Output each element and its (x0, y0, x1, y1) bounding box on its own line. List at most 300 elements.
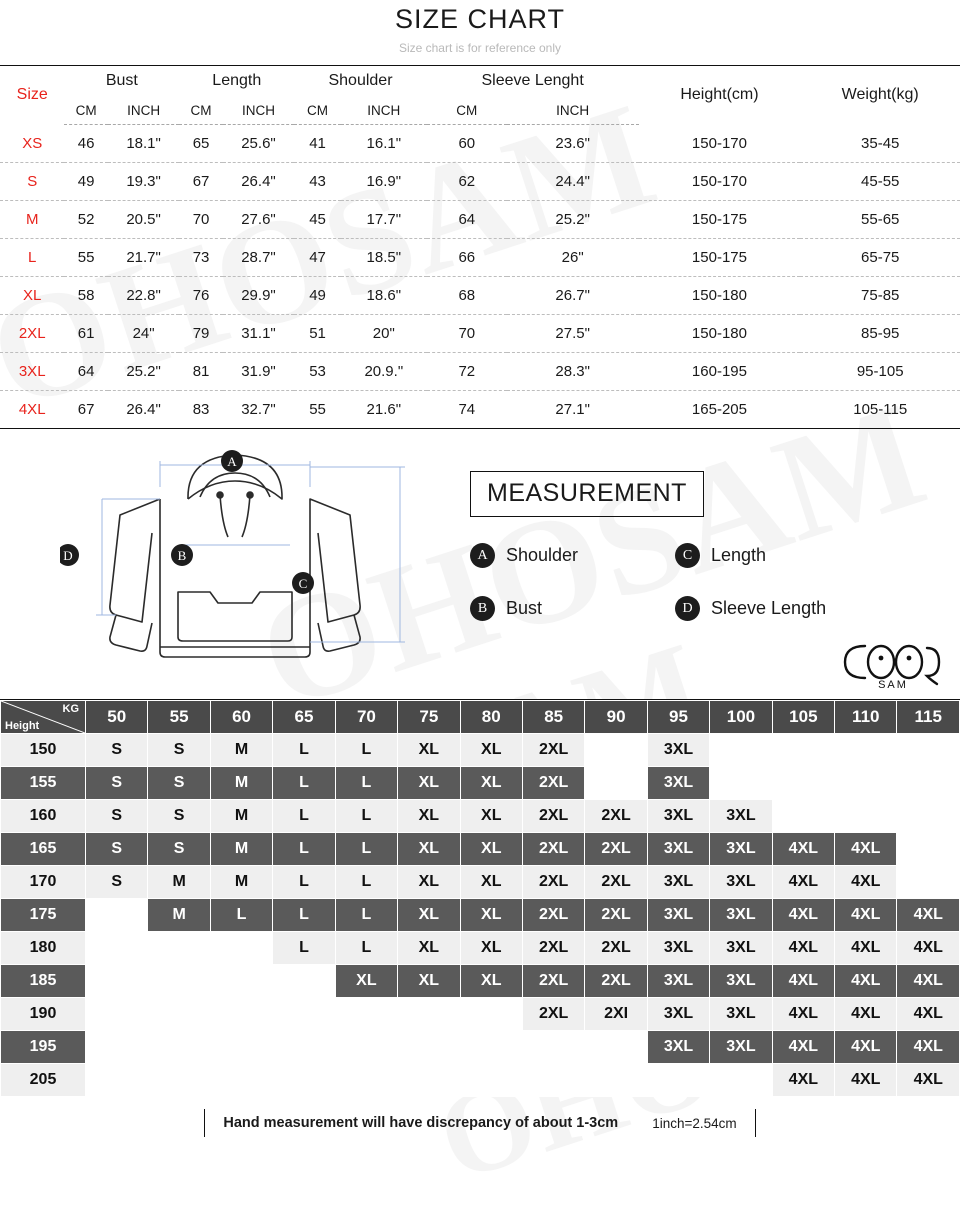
hw-cell: XL (460, 734, 522, 767)
hw-cell: 4XL (772, 1064, 834, 1097)
hw-cell: 3XL (710, 1031, 772, 1064)
hw-cell: XL (398, 767, 460, 800)
hw-row (1, 1064, 960, 1097)
table-cell: 67 (77, 401, 95, 418)
hw-cell (585, 1064, 647, 1097)
hw-weight-header: 55 (148, 701, 210, 734)
hw-cell: 4XL (835, 1031, 897, 1064)
measurement-section (0, 429, 960, 700)
table-cell: 72 (427, 353, 507, 391)
hw-cell: 2XL (522, 767, 584, 800)
hw-cell (710, 1064, 772, 1097)
table-cell: 76 (179, 277, 222, 315)
table-cell: 45-55 (800, 163, 960, 201)
unit-cm: CM (427, 96, 507, 125)
table-cell: 23.6" (507, 125, 639, 163)
table-cell: 64 (427, 201, 507, 239)
page-subtitle: Size chart is for reference only (398, 41, 562, 55)
table-cell: 24.4" (507, 163, 639, 201)
table-cell: 18.6" (341, 277, 427, 315)
legend-item-length (675, 543, 880, 568)
column-header-size: Size (16, 86, 48, 104)
hw-row (1, 965, 960, 998)
hw-cell: 2XL (522, 932, 584, 965)
hw-cell (148, 965, 210, 998)
table-row (0, 239, 960, 277)
hw-cell (647, 1064, 709, 1097)
table-cell: 21.6" (366, 401, 402, 418)
hw-cell: XL (398, 800, 460, 833)
table-cell: 20.5" (108, 201, 179, 239)
hw-cell: 4XL (772, 965, 834, 998)
table-cell: 29.9" (223, 277, 294, 315)
hw-cell: M (148, 899, 210, 932)
hw-cell: M (210, 800, 272, 833)
unit-inch: INCH (507, 96, 639, 125)
table-cell: 150-180 (639, 277, 801, 315)
hw-cell: M (210, 734, 272, 767)
table-cell: 51 (294, 315, 341, 353)
hw-cell (835, 734, 897, 767)
table-cell: 60 (427, 125, 507, 163)
hw-cell (210, 1064, 272, 1097)
hw-cell (897, 833, 960, 866)
hw-cell: 3XL (710, 800, 772, 833)
legend-label: Length (711, 545, 767, 565)
hw-cell (460, 998, 522, 1031)
legend-label: Sleeve Length (711, 598, 827, 618)
hw-cell: 3XL (647, 965, 709, 998)
hw-cell: L (273, 800, 335, 833)
legend-item-sleeve-length (675, 596, 880, 621)
table-cell: 105-115 (853, 401, 908, 418)
size-label-cell: M (0, 201, 64, 239)
table-cell: 95-105 (800, 353, 960, 391)
hw-weight-header: 75 (398, 701, 460, 734)
hw-cell (86, 1031, 148, 1064)
hw-cell (398, 998, 460, 1031)
hw-weight-header: 70 (335, 701, 397, 734)
hw-table-body (1, 734, 960, 1097)
hw-cell: L (335, 833, 397, 866)
hw-cell (86, 998, 148, 1031)
hw-cell: XL (398, 965, 460, 998)
measurement-panel (470, 471, 940, 649)
hw-cell: XL (398, 932, 460, 965)
hw-weight-header: 110 (835, 701, 897, 734)
table-row (0, 315, 960, 353)
hw-cell (897, 800, 960, 833)
table-cell: 74 (458, 401, 476, 418)
hw-weight-header: 80 (460, 701, 522, 734)
table-cell: 35-45 (800, 125, 960, 163)
hw-cell (335, 1031, 397, 1064)
hw-row (1, 932, 960, 965)
hw-cell: 2XL (522, 998, 584, 1031)
hw-cell (273, 1031, 335, 1064)
hw-cell: S (86, 767, 148, 800)
size-label-cell: L (0, 239, 64, 277)
table-cell: 43 (294, 163, 341, 201)
hw-cell: 4XL (897, 998, 960, 1031)
hw-cell: 3XL (647, 899, 709, 932)
size-label-cell: XL (0, 277, 64, 315)
table-cell: 65 (179, 125, 222, 163)
table-cell: 19.3" (108, 163, 179, 201)
hw-header-row (1, 701, 960, 734)
hw-height-header: 160 (1, 800, 86, 833)
hw-cell: L (335, 899, 397, 932)
legend-label: Bust (506, 598, 543, 618)
hw-cell (335, 1064, 397, 1097)
column-header-length: Length (212, 72, 262, 89)
table-cell: 27.6" (223, 201, 294, 239)
table-cell: 55 (309, 401, 326, 418)
hw-cell (772, 734, 834, 767)
hw-cell (86, 899, 148, 932)
table-cell: 26.4" (126, 401, 161, 418)
hw-cell: L (273, 932, 335, 965)
size-label-cell: 3XL (0, 353, 64, 391)
hw-cell: 2XL (585, 932, 647, 965)
hw-cell: 4XL (897, 899, 960, 932)
hw-cell: XL (398, 833, 460, 866)
measurement-title: MEASUREMENT (470, 471, 704, 517)
hw-cell (335, 998, 397, 1031)
hw-cell: L (335, 866, 397, 899)
hoodie-diagram (60, 437, 450, 697)
footer (0, 1109, 960, 1137)
table-cell: 16.1" (341, 125, 427, 163)
hw-weight-header: 100 (710, 701, 772, 734)
table-cell: 55-65 (800, 201, 960, 239)
hw-cell: 4XL (772, 998, 834, 1031)
table-cell: 66 (427, 239, 507, 277)
table-cell: 32.7" (241, 401, 276, 418)
table-cell: 26.7" (507, 277, 639, 315)
hw-row (1, 767, 960, 800)
hw-height-header: 205 (1, 1064, 86, 1097)
table-cell: 67 (179, 163, 222, 201)
table-row (0, 163, 960, 201)
table-cell: 20.9." (341, 353, 427, 391)
hw-cell: 4XL (772, 833, 834, 866)
hw-cell: 3XL (710, 899, 772, 932)
hw-cell (273, 1064, 335, 1097)
table-cell: 58 (64, 277, 107, 315)
hw-cell: 2XI (585, 998, 647, 1031)
hw-cell (585, 767, 647, 800)
hw-height-header: 150 (1, 734, 86, 767)
hw-cell: 2XL (585, 800, 647, 833)
hw-cell: XL (398, 899, 460, 932)
hw-weight-header: 95 (647, 701, 709, 734)
size-label-cell: S (0, 163, 64, 201)
hw-cell (398, 1064, 460, 1097)
hw-cell: XL (398, 734, 460, 767)
size-label-cell: XS (0, 125, 64, 163)
table-cell: 150-175 (639, 239, 801, 277)
hw-cell: 4XL (835, 833, 897, 866)
hw-cell (585, 1031, 647, 1064)
table-cell: 160-195 (639, 353, 801, 391)
hw-cell (210, 932, 272, 965)
hw-height-header: 180 (1, 932, 86, 965)
hw-cell: 2XL (585, 899, 647, 932)
hw-cell: 4XL (897, 1031, 960, 1064)
legend-label: Shoulder (506, 545, 579, 565)
hw-cell: 2XL (522, 800, 584, 833)
size-label-cell: 2XL (0, 315, 64, 353)
table-cell: 26" (507, 239, 639, 277)
hw-cell: L (335, 800, 397, 833)
hw-cell: XL (460, 800, 522, 833)
column-header-bust: Bust (105, 72, 138, 89)
table-cell: 31.9" (223, 353, 294, 391)
hw-cell: S (86, 800, 148, 833)
hw-cell: 4XL (772, 1031, 834, 1064)
hw-cell: XL (460, 899, 522, 932)
hw-row (1, 899, 960, 932)
table-cell: 25.2" (507, 201, 639, 239)
table-cell: 150-170 (639, 125, 801, 163)
hw-cell: XL (460, 965, 522, 998)
hw-height-header: 165 (1, 833, 86, 866)
table-cell: 70 (427, 315, 507, 353)
svg-text:D: D (63, 548, 73, 563)
hw-row (1, 800, 960, 833)
table-cell: 85-95 (800, 315, 960, 353)
hw-cell: L (335, 932, 397, 965)
hw-row (1, 866, 960, 899)
hw-cell (897, 866, 960, 899)
hw-weight-header: 105 (772, 701, 834, 734)
hw-cell: 3XL (710, 965, 772, 998)
hw-cell (460, 1064, 522, 1097)
hw-cell (86, 965, 148, 998)
hw-cell: S (86, 734, 148, 767)
table-cell: 75-85 (800, 277, 960, 315)
hw-cell (86, 932, 148, 965)
footer-conversion: 1inch=2.54cm (652, 1115, 737, 1131)
hw-cell (460, 1031, 522, 1064)
column-header-shoulder: Shoulder (328, 72, 393, 89)
table-cell: 49 (64, 163, 107, 201)
table-row (0, 277, 960, 315)
hw-cell: L (210, 899, 272, 932)
footer-note: Hand measurement will have discrepancy of about 1-3cm (223, 1115, 619, 1131)
hw-cell: XL (398, 866, 460, 899)
table-cell: 62 (427, 163, 507, 201)
table-cell: 22.8" (108, 277, 179, 315)
hw-cell: 3XL (647, 932, 709, 965)
badge-c-icon: C (675, 543, 700, 568)
hw-cell (522, 1064, 584, 1097)
hw-cell: 4XL (897, 932, 960, 965)
hw-cell (210, 1031, 272, 1064)
table-cell: 16.9" (341, 163, 427, 201)
hw-cell: S (86, 866, 148, 899)
hw-cell: 3XL (710, 998, 772, 1031)
hw-cell: M (210, 866, 272, 899)
hw-cell: 2XL (522, 734, 584, 767)
hw-cell: M (148, 866, 210, 899)
hw-cell (148, 1031, 210, 1064)
hw-cell (522, 1031, 584, 1064)
table-cell: 150-170 (639, 163, 801, 201)
hw-cell: 4XL (897, 1064, 960, 1097)
column-header-weight: Weight(kg) (841, 86, 919, 104)
hw-cell: 3XL (647, 767, 709, 800)
hw-cell (273, 965, 335, 998)
hw-cell: 3XL (647, 800, 709, 833)
table-cell: 150-175 (639, 201, 801, 239)
table-cell: 26.4" (223, 163, 294, 201)
unit-cm: CM (294, 96, 341, 125)
hw-cell: S (148, 734, 210, 767)
hw-cell: S (148, 833, 210, 866)
hw-cell: L (335, 767, 397, 800)
hw-row (1, 1031, 960, 1064)
table-cell: 53 (294, 353, 341, 391)
hw-weight-axis-label: KG (62, 703, 79, 715)
unit-cm: CM (64, 96, 107, 125)
table-cell: 65-75 (800, 239, 960, 277)
badge-a-icon: A (470, 543, 495, 568)
table-cell: 49 (294, 277, 341, 315)
hw-cell (710, 767, 772, 800)
table-cell: 52 (64, 201, 107, 239)
hw-corner-cell (1, 701, 86, 734)
hw-cell (148, 998, 210, 1031)
hw-cell: 2XL (522, 965, 584, 998)
unit-inch: INCH (341, 96, 427, 125)
unit-inch: INCH (223, 96, 294, 125)
svg-text:C: C (298, 576, 308, 591)
hw-row (1, 734, 960, 767)
table-cell: 41 (294, 125, 341, 163)
table-cell: 73 (179, 239, 222, 277)
size-table-body (0, 125, 960, 429)
hw-cell: M (210, 833, 272, 866)
table-cell: 165-205 (691, 401, 747, 418)
hw-cell (273, 998, 335, 1031)
hw-cell: S (148, 767, 210, 800)
hw-cell: 4XL (772, 866, 834, 899)
table-cell: 70 (179, 201, 222, 239)
table-cell: 17.7" (341, 201, 427, 239)
hw-cell: S (86, 833, 148, 866)
hw-weight-header: 65 (273, 701, 335, 734)
page-title: SIZE CHART (394, 4, 566, 34)
hw-cell (148, 932, 210, 965)
hw-cell: L (273, 866, 335, 899)
table-cell: 27.1" (555, 401, 590, 418)
hw-height-header: 170 (1, 866, 86, 899)
hw-cell (897, 767, 960, 800)
hw-cell: L (273, 767, 335, 800)
hw-cell (772, 767, 834, 800)
table-row (0, 353, 960, 391)
hw-cell: 4XL (835, 965, 897, 998)
hw-cell: 4XL (835, 998, 897, 1031)
hw-weight-header: 115 (897, 701, 960, 734)
table-cell: 31.1" (223, 315, 294, 353)
hw-cell (835, 767, 897, 800)
hw-cell (148, 1064, 210, 1097)
table-cell: 45 (294, 201, 341, 239)
hw-cell (897, 734, 960, 767)
badge-d-icon: D (675, 596, 700, 621)
hw-cell: XL (335, 965, 397, 998)
table-cell: 47 (294, 239, 341, 277)
hw-cell (210, 965, 272, 998)
hw-height-header: 190 (1, 998, 86, 1031)
hw-cell: 3XL (647, 833, 709, 866)
hw-cell: 3XL (710, 866, 772, 899)
hw-cell: XL (460, 767, 522, 800)
hw-cell: 4XL (772, 932, 834, 965)
hw-cell: XL (460, 866, 522, 899)
table-cell: 24" (108, 315, 179, 353)
hw-cell: 3XL (647, 1031, 709, 1064)
table-cell: 25.6" (223, 125, 294, 163)
group-header-row (0, 66, 960, 96)
hw-height-header: 195 (1, 1031, 86, 1064)
table-row (0, 391, 960, 429)
hw-height-axis-label: Height (5, 720, 40, 732)
hw-weight-header: 90 (585, 701, 647, 734)
hw-weight-header: 85 (522, 701, 584, 734)
brand-logo (838, 634, 948, 695)
hw-height-header: 185 (1, 965, 86, 998)
hw-cell: 3XL (647, 734, 709, 767)
hw-cell: 4XL (835, 932, 897, 965)
hw-cell (772, 800, 834, 833)
hw-cell (710, 734, 772, 767)
hw-cell (835, 800, 897, 833)
hw-cell: 2XL (522, 866, 584, 899)
hw-cell: 2XL (585, 965, 647, 998)
page-header (0, 0, 960, 55)
hw-cell: 4XL (835, 899, 897, 932)
hw-cell: 2XL (585, 866, 647, 899)
hw-row (1, 998, 960, 1031)
legend-item-shoulder (470, 543, 675, 568)
table-row (0, 201, 960, 239)
table-cell: 64 (64, 353, 107, 391)
table-cell: 79 (179, 315, 222, 353)
hw-cell: M (210, 767, 272, 800)
hw-cell (210, 998, 272, 1031)
hw-cell: L (273, 899, 335, 932)
table-cell: 61 (64, 315, 107, 353)
column-header-height: Height(cm) (680, 86, 759, 104)
svg-text:A: A (227, 454, 237, 469)
svg-text:B: B (177, 548, 187, 563)
hw-cell: 3XL (710, 833, 772, 866)
table-cell: 20" (341, 315, 427, 353)
hw-cell: S (148, 800, 210, 833)
hw-cell: L (335, 734, 397, 767)
hw-cell: 4XL (897, 965, 960, 998)
hw-cell (585, 734, 647, 767)
hw-height-header: 175 (1, 899, 86, 932)
hw-cell: 2XL (522, 899, 584, 932)
hw-cell: 3XL (647, 866, 709, 899)
size-chart-table (0, 65, 960, 429)
table-cell: 55 (64, 239, 107, 277)
